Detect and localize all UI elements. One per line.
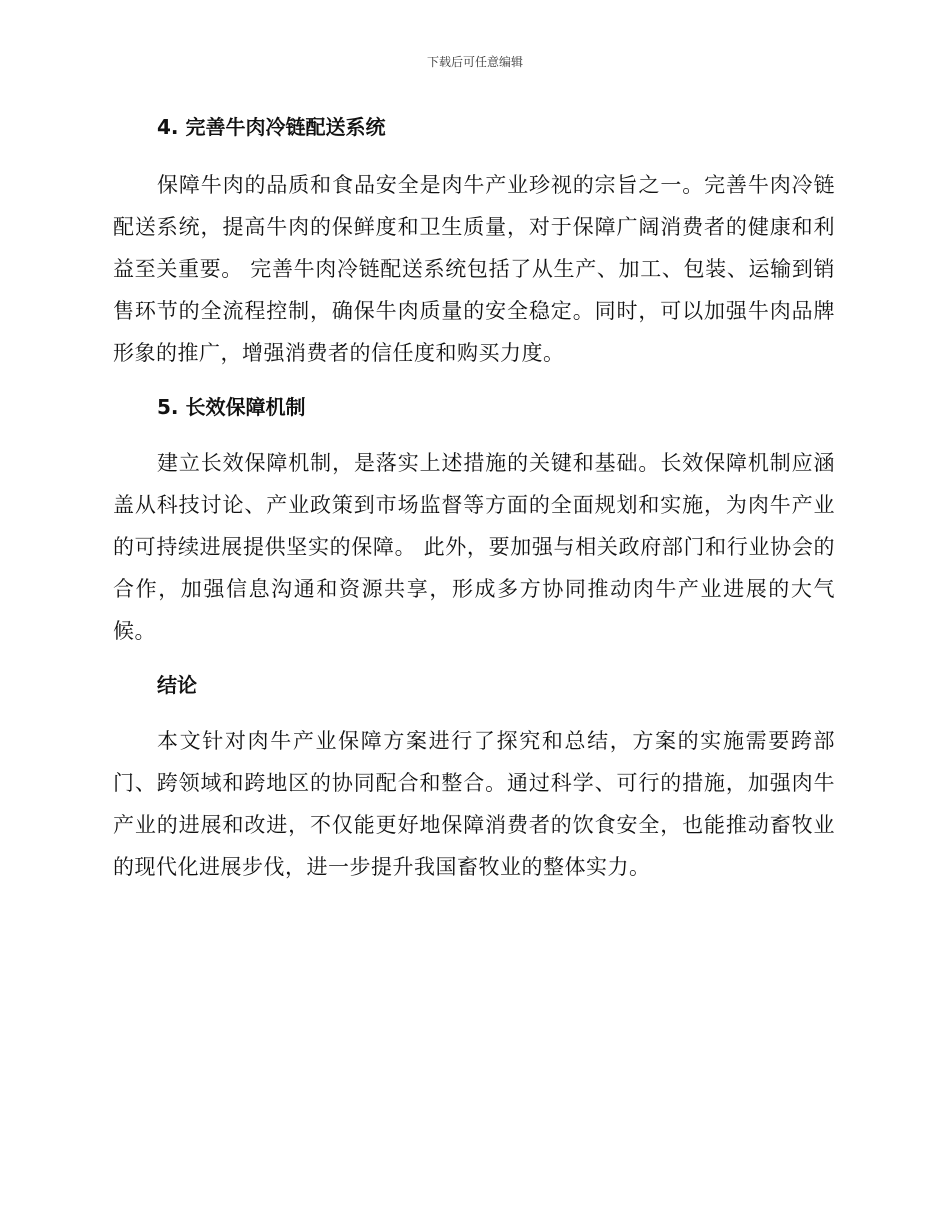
section-heading-conclusion: 结论 — [157, 673, 197, 697]
document-body — [113, 112, 835, 888]
section-paragraph-cold-chain: 保障牛肉的品质和食品安全是肉牛产业珍视的宗旨之一。完善牛肉冷链配送系统，提高牛肉的保鲜度和卫生质量，对于保障广阔消费者的健康和利益至关重要。 完善牛肉冷链配送系统包括了从生产、加工、包装、运输到销售环节的全流程控制，确保牛肉质量的安全稳定。同时，可以加强牛肉品牌形象的推广，增强消费者的信任度和购买力度。 — [113, 173, 835, 365]
page-header: 下载后可任意编辑 — [426, 55, 523, 69]
section-heading-cold-chain: 4. 完善牛肉冷链配送系统 — [157, 115, 386, 139]
section-heading-long-term-mechanism: 5. 长效保障机制 — [157, 395, 306, 419]
section-paragraph-conclusion: 本文针对肉牛产业保障方案进行了探究和总结，方案的实施需要跨部门、跨领域和跨地区的协同配合和整合。通过科学、可行的措施，加强肉牛产业的进展和改进，不仅能更好地保障消费者的饮食安全，也能推动畜牧业的现代化进展步伐，进一步提升我国畜牧业的整体实力。 — [113, 729, 835, 879]
section-paragraph-long-term-mechanism: 建立长效保障机制，是落实上述措施的关键和基础。长效保障机制应涵盖从科技讨论、产业政策到市场监督等方面的全面规划和实施，为肉牛产业的可持续进展提供坚实的保障。 此外，要加强与相关政府部门和行业协会的合作，加强信息沟通和资源共享，形成多方协同推动肉牛产业进展的大气候。 — [113, 451, 835, 643]
